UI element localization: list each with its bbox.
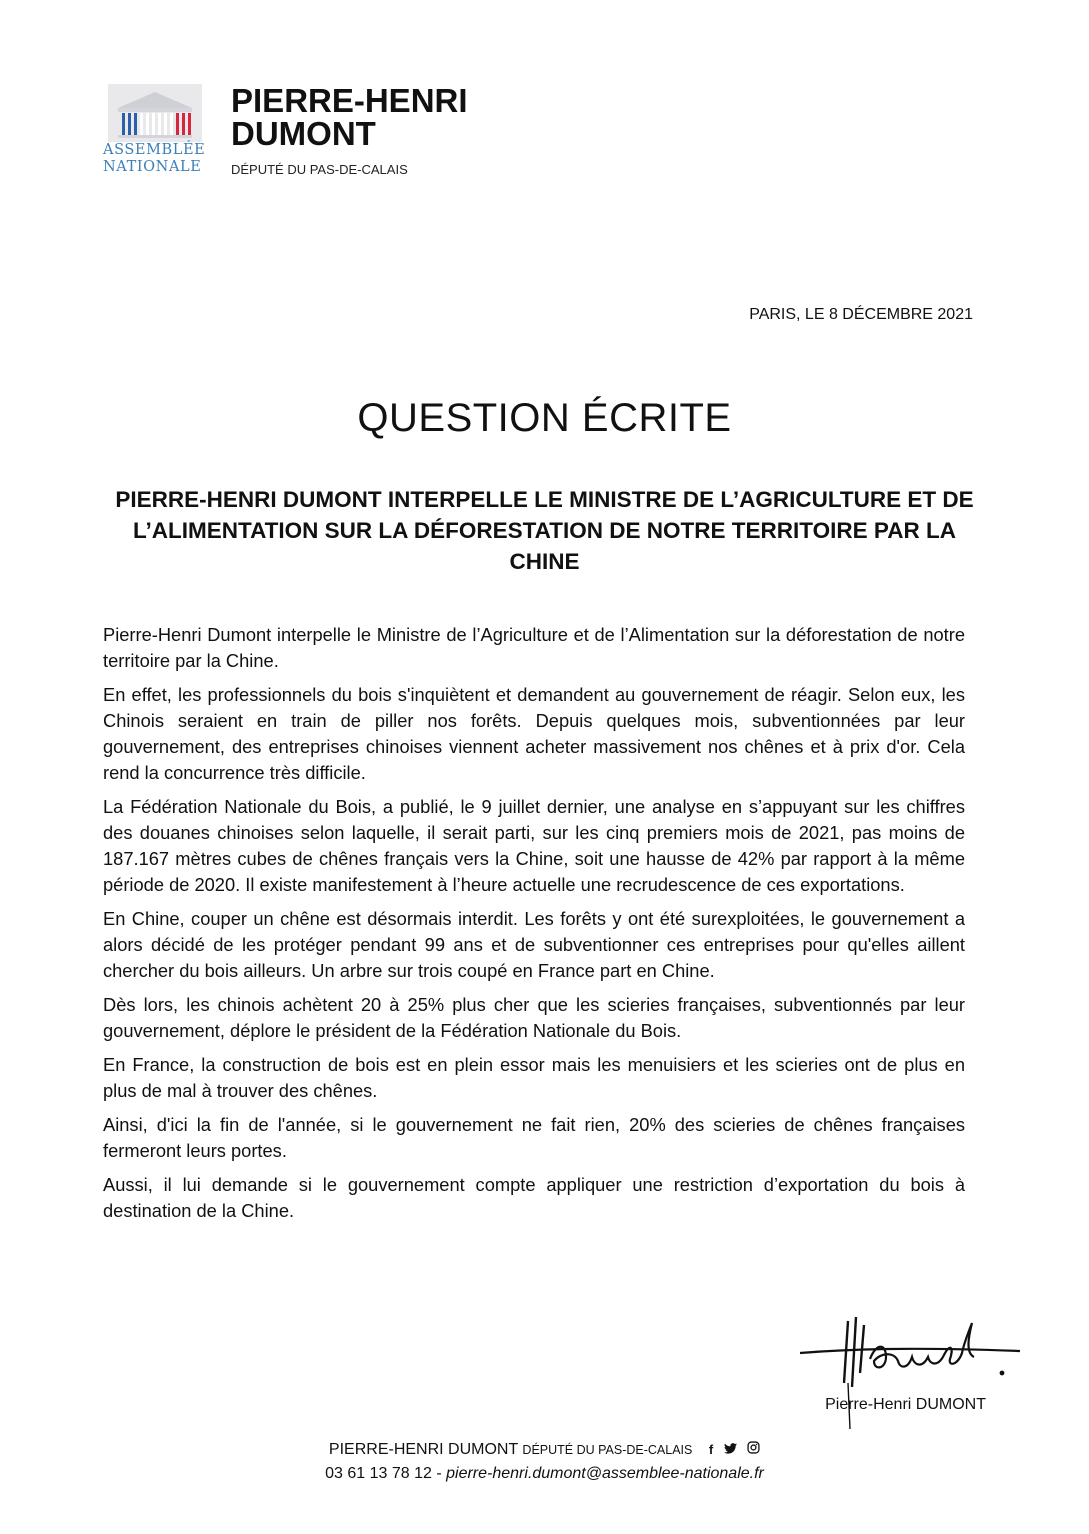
deputy-name [231,84,468,150]
deputy-name-line-2: DUMONT [231,115,376,152]
footer-name: PIERRE-HENRI DUMONT [328,1441,518,1459]
social-links [703,1438,760,1462]
handwritten-signature [790,1313,1030,1433]
body-paragraph: En Chine, couper un chêne est désormais interdit. Les forêts y ont été surexploitées, le gouvernement a alors décidé de les protéger pendant 99 ans et de subventionner ces entreprises pour qu'elles aillent chercher du bois ailleurs. Un arbre sur trois coupé en France part en Chine. [103,908,965,981]
assemblee-nationale-logo [103,84,209,180]
body-paragraph: Pierre-Henri Dumont interpelle le Ministre de l’Agriculture et de l’Alimentation sur la déforestation de notre territoire par la Chine. [103,624,965,671]
twitter-icon[interactable] [724,1438,737,1462]
letterhead [103,84,603,184]
logo-line-2: NATIONALE [103,159,202,175]
document-date: PARIS, LE 8 DÉCEMBRE 2021 [749,306,973,323]
body-paragraph: En effet, les professionnels du bois s'inquiètent et demandent au gouvernement de réagir. Selon eux, les Chinois seraient en train de piller nos forêts. Depuis quelques mois, subventionnées par leur gouvernement, des entreprises chinoises viennent acheter massivement nos chênes et à prix d'or. Cela rend la concurrence très difficile. [103,684,965,783]
deputy-role: DÉPUTÉ DU PAS-DE-CALAIS [231,162,408,177]
page-footer [0,1438,1089,1486]
signer-name: Pierre-Henri DUMONT [825,1396,986,1413]
document-headline: PIERRE-HENRI DUMONT INTERPELLE LE MINISTRE DE L’AGRICULTURE ET DE L’ALIMENTATION SUR LA DÉFORESTATION DE NOTRE TERRITOIRE PAR LA CHINE [115,487,974,574]
instagram-icon[interactable] [747,1438,760,1462]
assemblee-nationale-wordmark [103,142,209,176]
footer-email-link[interactable]: pierre-henri.dumont@assemblee-nationale.fr [446,1465,764,1483]
body-paragraph: Ainsi, d'ici la fin de l'année, si le gouvernement ne fait rien, 20% des scieries de chênes françaises fermeront leurs portes. [103,1114,965,1161]
body-paragraph: Aussi, il lui demande si le gouvernement compte appliquer une restriction d’exportation du bois à destination de la Chine. [103,1174,965,1221]
footer-line-1 [0,1438,1089,1462]
footer-line-2 [0,1462,1089,1486]
footer-role: DÉPUTÉ DU PAS-DE-CALAIS [522,1443,693,1458]
body-paragraph: Dès lors, les chinois achètent 20 à 25% plus cher que les scieries françaises, subventionnés par leur gouvernement, déplore le président de la Fédération Nationale du Bois. [103,994,965,1041]
footer-phone: 03 61 13 78 12 [325,1465,432,1483]
document-body [103,622,965,1232]
facebook-icon[interactable]: f [708,1442,714,1457]
footer-separator: - [431,1465,447,1483]
document-type-title: QUESTION ÉCRITE [357,396,732,440]
body-paragraph: En France, la construction de bois est en plein essor mais les menuisiers et les scieries ont de plus en plus de mal à trouver des chênes. [103,1054,965,1101]
assemblee-building-icon [108,84,202,142]
logo-line-1: ASSEMBLÉE [103,142,206,158]
body-paragraph: La Fédération Nationale du Bois, a publié, le 9 juillet dernier, une analyse en s’appuyant sur les chiffres des douanes chinoises selon laquelle, il serait parti, sur les cinq premiers mois de 2021, pas moins de 187.167 mètres cubes de chênes français vers la Chine, soit une hausse de 42% par rapport à la même période de 2020. Il existe manifestement à l’heure actuelle une recrudescence de ces exportations. [103,796,965,895]
deputy-name-line-1: PIERRE-HENRI [231,82,468,119]
